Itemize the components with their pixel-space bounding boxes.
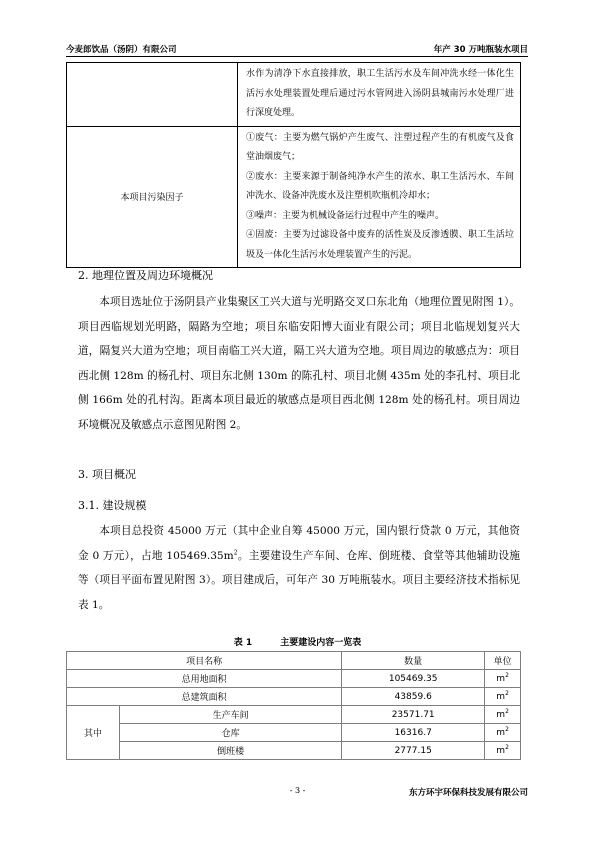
row-value: 16316.7 — [342, 724, 485, 742]
row-name: 倒班楼 — [120, 742, 342, 760]
row-value: 2777.15 — [342, 742, 485, 760]
group-label: 其中 — [67, 706, 120, 760]
location-paragraph: 本项目选址位于汤阴县产业集聚区工兴大道与光明路交叉口东北角（地理位置见附图 1）。项目西临规划光明路，隔路为空地；项目东临安阳博大面业有限公司；项目北临规划复兴大道，隔复兴大道为空地；项目南临工兴大道，隔工兴大道为空地。项目周边的敏感点为：项目西北侧 128m 的杨孔村、项目东北侧 130m 的陈孔村、项目北侧 435m 处的李孔村、项目北侧 166m 处的孔村沟。距离本项目最近的敏感点是项目西北侧 128m 处的杨孔村。项目周边环境概况及敏感点示意图见附图 2。 — [78, 296, 520, 431]
table-header-row — [67, 652, 521, 670]
section-3-1-heading: 3.1. 建设规模 — [78, 499, 147, 512]
header-project-title: 年产 30 万吨瓶装水项目 — [433, 45, 528, 55]
table-row — [67, 63, 521, 127]
table-row — [67, 724, 521, 742]
row-unit: $m^2$ — [485, 670, 521, 688]
pollution-items-cell — [238, 126, 521, 268]
section-2-heading: 2. 地理位置及周边环境概况 — [78, 269, 213, 282]
table-row — [67, 742, 521, 760]
wastewater-cell — [238, 63, 521, 127]
table-1-title: 主要建设内容一览表 — [280, 638, 362, 648]
footer-organization: 东方环宇环保科技发展有限公司 — [408, 788, 528, 798]
row-unit: $m^2$ — [485, 724, 521, 742]
scale-text-part2: 。主要建设生产车间、仓库、倒班楼、食堂等其他辅助设施等（项目平面布置见附图 3）。项目建成后，可年产 30 万吨瓶装水。项目主要经济技术指标见表 1。 — [78, 549, 520, 611]
section-3-heading: 3. 项目概况 — [78, 468, 136, 481]
table-row — [67, 688, 521, 706]
pollution-item-water: ②废水：主要来源于制备纯净水产生的浓水、职工生活污水、车间冲洗水、设备冲洗废水及注塑机吹瓶机冷却水； — [246, 171, 514, 201]
section-3-1-paragraph — [78, 519, 520, 617]
pollution-item-solid-waste: ④固废：主要为过滤设备中废弃的活性炭及反渗透膜、职工生活垃圾及一体化生活污水处理装置产生的污泥。 — [246, 230, 514, 260]
empty-label-cell — [67, 63, 238, 127]
row-name: 生产车间 — [120, 706, 342, 724]
header-company: 今麦郎饮品（汤阴）有限公司 — [66, 45, 177, 55]
pollution-table — [66, 62, 521, 268]
row-name: 总建筑面积 — [67, 688, 342, 706]
col-header-name: 项目名称 — [67, 652, 342, 670]
row-name: 总用地面积 — [67, 670, 342, 688]
pollution-item-gas: ①废气：主要为燃气锅炉产生废气、注塑过程产生的有机废气及食堂油烟废气； — [246, 132, 514, 162]
row-value: 105469.35 — [342, 670, 485, 688]
header-rule — [66, 56, 528, 57]
col-header-unit: 单位 — [485, 652, 521, 670]
page-number: - 3 - — [289, 786, 306, 795]
col-header-quantity: 数量 — [342, 652, 485, 670]
table-1-caption — [0, 635, 595, 648]
table-row — [67, 670, 521, 688]
row-value: 43859.6 — [342, 688, 485, 706]
row-unit: $m^2$ — [485, 706, 521, 724]
pollution-item-noise: ③噪声：主要为机械设备运行过程中产生的噪声。 — [246, 210, 445, 221]
scale-text-part1: 本项目总投资 45000 万元（其中企业自筹 45000 万元，国内银行贷款 0 万元，其他资金 0 万元），占地 105469.35m — [78, 525, 520, 562]
pollution-factor-label: 本项目污染因子 — [67, 126, 238, 268]
wastewater-text: 水作为清净下水直接排放，职工生活污水及车间冲洗水经一体化生活污水处理装置处理后通过污水管网进入汤阴县城南污水处理厂进行深度处理。 — [246, 69, 514, 118]
table-1-number: 表 1 — [233, 638, 253, 648]
scale-text-superscript: 2 — [233, 549, 238, 557]
table-row — [67, 126, 521, 268]
row-name: 仓库 — [120, 724, 342, 742]
section-2-paragraph — [78, 290, 520, 438]
row-value: 23571.71 — [342, 706, 485, 724]
construction-content-table — [66, 651, 521, 760]
table-row — [67, 706, 521, 724]
row-unit: $m^2$ — [485, 688, 521, 706]
row-unit: $m^2$ — [485, 742, 521, 760]
